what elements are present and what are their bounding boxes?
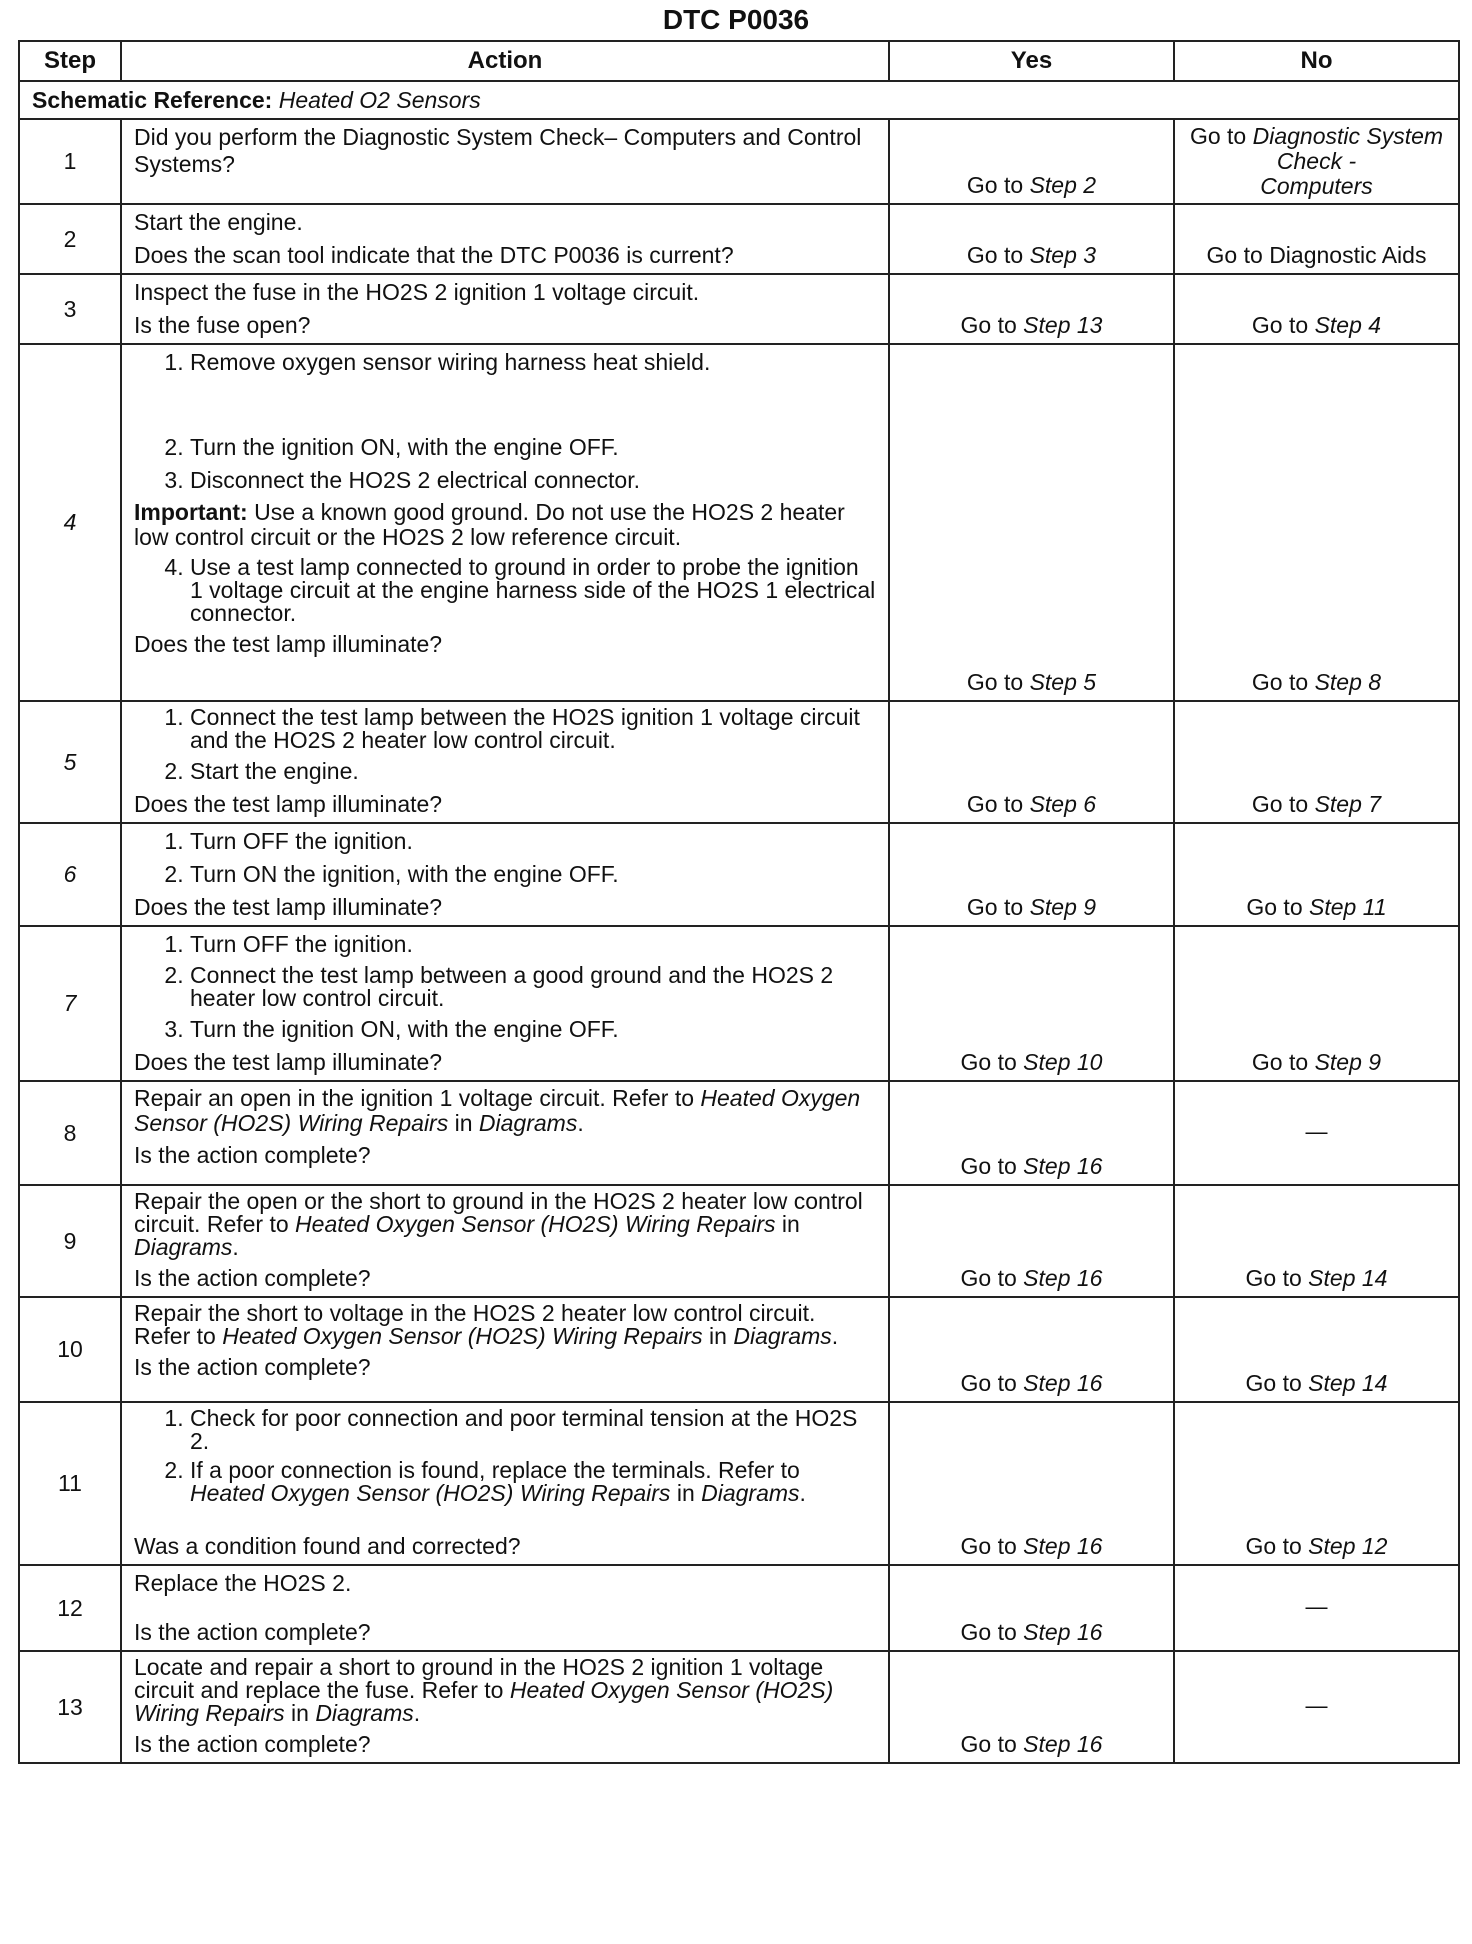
no-cell: Go to Step 7 xyxy=(1174,701,1459,823)
no-cell: Go to Step 4 xyxy=(1174,274,1459,344)
header-step: Step xyxy=(19,41,121,81)
action-item: 1. Connect the test lamp between the HO2S ignition 1 voltage circuit and the HO2S 2 heater low control circuit. xyxy=(190,706,876,752)
action-item: 3. Disconnect the HO2S 2 electrical connector. xyxy=(190,467,876,494)
wiring-repairs-link[interactable]: Heated Oxygen Sensor (HO2S) Wiring Repairs xyxy=(134,1677,834,1726)
action-item: 2. Start the engine. xyxy=(190,758,876,785)
yes-cell: Go to Step 16 xyxy=(889,1565,1174,1651)
table-row xyxy=(19,274,1459,344)
action-cell xyxy=(121,204,889,274)
step-ref-link[interactable]: Step 16 xyxy=(1023,1619,1103,1645)
header-no: No xyxy=(1174,41,1459,81)
action-question: Is the fuse open? xyxy=(134,312,311,338)
action-text: Start the engine. xyxy=(134,209,303,235)
header-row xyxy=(19,41,1459,81)
step-ref-link[interactable]: Step 16 xyxy=(1023,1731,1103,1757)
action-cell xyxy=(121,701,889,823)
table-row xyxy=(19,701,1459,823)
yes-cell: Go to Step 16 xyxy=(889,1185,1174,1297)
schematic-value: Heated O2 Sensors xyxy=(278,86,481,113)
diagnostic-table xyxy=(18,40,1460,1764)
action-cell xyxy=(121,1297,889,1402)
action-cell xyxy=(121,1081,889,1185)
step-ref-link[interactable]: Step 10 xyxy=(1023,1049,1103,1075)
step-number: 8 xyxy=(19,1081,121,1185)
wiring-repairs-link[interactable]: Heated Oxygen Sensor (HO2S) Wiring Repairs xyxy=(295,1211,776,1237)
diagrams-link[interactable]: Diagrams xyxy=(478,1110,578,1136)
step-number: 12 xyxy=(19,1565,121,1651)
yes-cell: Go to Step 13 xyxy=(889,274,1174,344)
action-item: 2. Turn the ignition ON, with the engine OFF. xyxy=(190,434,876,461)
action-text: Repair the short to voltage in the HO2S 2 heater low control circuit. Refer to Heated Oxygen Sensor (HO2S) Wiring Repairs in Diagrams. xyxy=(134,1300,839,1349)
schematic-reference-row xyxy=(19,81,1459,119)
step-ref-link[interactable]: Step 11 xyxy=(1309,894,1387,920)
step-ref-link[interactable]: Step 4 xyxy=(1314,312,1382,338)
action-cell xyxy=(121,926,889,1081)
diagrams-link[interactable]: Diagrams xyxy=(134,1234,233,1260)
step-ref-link[interactable]: Step 8 xyxy=(1314,669,1382,695)
table-row xyxy=(19,823,1459,926)
table-row xyxy=(19,344,1459,701)
go-to-label: Go to xyxy=(1189,123,1247,149)
action-question: Is the action complete? xyxy=(134,1265,371,1291)
step-ref-link[interactable]: Step 16 xyxy=(1023,1153,1103,1179)
step-number: 7 xyxy=(19,926,121,1081)
table-row xyxy=(19,1081,1459,1185)
schematic-label: Schematic Reference: xyxy=(32,86,273,113)
table-row xyxy=(19,926,1459,1081)
action-cell xyxy=(121,344,889,701)
action-cell xyxy=(121,1185,889,1297)
step-ref-link[interactable]: Step 12 xyxy=(1308,1533,1388,1559)
yes-cell: Go to Step 3 xyxy=(889,204,1174,274)
wiring-repairs-link[interactable]: Heated Oxygen Sensor (HO2S) Wiring Repairs xyxy=(190,1480,671,1506)
header-action: Action xyxy=(121,41,889,81)
action-text: Repair an open in the ignition 1 voltage circuit. Refer to Heated Oxygen Sensor (HO2S) Wiring Repairs in Diagrams. xyxy=(134,1085,861,1136)
table-row xyxy=(19,119,1459,204)
action-text: Inspect the fuse in the HO2S 2 ignition 1 voltage circuit. xyxy=(134,279,700,305)
action-item: 4. Use a test lamp connected to ground in order to probe the ignition 1 voltage circuit at the engine harness side of the HO2S 1 electrical connector. xyxy=(190,556,876,625)
no-cell: Go to Step 11 xyxy=(1174,823,1459,926)
no-cell xyxy=(1174,1081,1459,1185)
no-cell xyxy=(1174,119,1459,204)
action-question: Does the scan tool indicate that the DTC P0036 is current? xyxy=(134,242,734,268)
action-text: Locate and repair a short to ground in the HO2S 2 ignition 1 voltage circuit and replace the fuse. Refer to Heated Oxygen Sensor (HO2S) Wiring Repairs in Diagrams. xyxy=(134,1654,834,1726)
step-number: 11 xyxy=(19,1402,121,1565)
step-number: 9 xyxy=(19,1185,121,1297)
action-item: 1. Turn OFF the ignition. xyxy=(190,931,876,958)
action-cell xyxy=(121,274,889,344)
action-text: Repair the open or the short to ground in the HO2S 2 heater low control circuit. Refer to Heated Oxygen Sensor (HO2S) Wiring Repairs in Diagrams. xyxy=(134,1188,863,1260)
table-row xyxy=(19,1402,1459,1565)
diagrams-link[interactable]: Diagrams xyxy=(701,1480,800,1506)
step-ref-link[interactable]: Step 13 xyxy=(1023,312,1103,338)
step-ref-link[interactable]: Step 7 xyxy=(1314,791,1382,817)
action-question: Was a condition found and corrected? xyxy=(134,1533,521,1559)
step-number: 1 xyxy=(19,119,121,204)
action-question: Is the action complete? xyxy=(134,1142,371,1168)
schematic-reference xyxy=(19,81,1459,119)
yes-cell: Go to Step 6 xyxy=(889,701,1174,823)
action-question: Does the test lamp illuminate? xyxy=(134,631,443,657)
step-ref-link[interactable]: Step 16 xyxy=(1023,1370,1103,1396)
action-question: Is the action complete? xyxy=(134,1731,371,1757)
action-item: 3. Turn the ignition ON, with the engine OFF. xyxy=(190,1016,876,1043)
no-cell: Go to Step 12 xyxy=(1174,1402,1459,1565)
action-cell xyxy=(121,119,889,204)
step-number: 5 xyxy=(19,701,121,823)
important-note: Important: Use a known good ground. Do not use the HO2S 2 heater low control circuit or the HO2S 2 low reference circuit. xyxy=(134,499,845,550)
no-cell xyxy=(1174,204,1459,274)
action-item: 1. Remove oxygen sensor wiring harness heat shield. xyxy=(190,349,876,376)
step-number: 2 xyxy=(19,204,121,274)
action-text: Replace the HO2S 2. xyxy=(134,1570,352,1596)
step-ref-link[interactable]: Step 3 xyxy=(1029,242,1097,268)
step-ref-link[interactable]: Step 16 xyxy=(1023,1533,1103,1559)
table-row xyxy=(19,1185,1459,1297)
yes-cell xyxy=(889,119,1174,204)
action-question: Does the test lamp illuminate? xyxy=(134,894,443,920)
wiring-repairs-link[interactable]: Heated Oxygen Sensor (HO2S) Wiring Repairs xyxy=(134,1085,861,1136)
step-ref-link[interactable]: Step 16 xyxy=(1023,1265,1103,1291)
yes-cell: Go to Step 16 xyxy=(889,1402,1174,1565)
action-cell xyxy=(121,1402,889,1565)
step-ref-link[interactable]: Step 2 xyxy=(1029,172,1097,198)
action-text: Did you perform the Diagnostic System Check– Computers and Control Systems? xyxy=(134,124,862,177)
action-item: 1. Check for poor connection and poor terminal tension at the HO2S 2. xyxy=(190,1407,876,1453)
no-cell: Go to Step 14 xyxy=(1174,1185,1459,1297)
action-question: Is the action complete? xyxy=(134,1354,371,1380)
action-question: Does the test lamp illuminate? xyxy=(134,791,443,817)
yes-cell: Go to Step 9 xyxy=(889,823,1174,926)
action-item: 2. Connect the test lamp between a good ground and the HO2S 2 heater low control circuit. xyxy=(190,964,876,1010)
yes-cell: Go to Step 16 xyxy=(889,1081,1174,1185)
no-cell: Go to Step 9 xyxy=(1174,926,1459,1081)
action-question: Is the action complete? xyxy=(134,1619,371,1645)
diagrams-link[interactable]: Diagrams xyxy=(315,1700,414,1726)
table-row xyxy=(19,1297,1459,1402)
header-yes: Yes xyxy=(889,41,1174,81)
yes-cell: Go to Step 16 xyxy=(889,1297,1174,1402)
step-ref-link[interactable]: Step 5 xyxy=(1029,669,1097,695)
step-number: 3 xyxy=(19,274,121,344)
action-item: 1. Turn OFF the ignition. xyxy=(190,828,876,855)
go-to-label: Go to xyxy=(966,172,1024,198)
yes-cell: Go to Step 10 xyxy=(889,926,1174,1081)
yes-cell: Go to Step 5 xyxy=(889,344,1174,701)
yes-cell: Go to Step 16 xyxy=(889,1651,1174,1763)
step-ref-link[interactable]: Step 9 xyxy=(1029,894,1097,920)
step-ref-link[interactable]: Step 9 xyxy=(1314,1049,1382,1075)
table-row xyxy=(19,1651,1459,1763)
step-ref-link[interactable]: Step 6 xyxy=(1029,791,1097,817)
page-title: DTC P0036 xyxy=(662,4,810,35)
step-ref-link[interactable]: Step 14 xyxy=(1308,1370,1388,1396)
step-number: 13 xyxy=(19,1651,121,1763)
action-item: 2. Turn ON the ignition, with the engine OFF. xyxy=(190,861,876,888)
empty-dash: — xyxy=(1305,1593,1328,1619)
step-number: 4 xyxy=(19,344,121,701)
action-cell xyxy=(121,1565,889,1651)
action-item: 2. If a poor connection is found, replace the terminals. Refer to Heated Oxygen Sensor (HO2S) Wiring Repairs in Diagrams. xyxy=(190,1459,876,1505)
step-number: 6 xyxy=(19,823,121,926)
step-ref-link[interactable]: Step 14 xyxy=(1308,1265,1388,1291)
action-cell xyxy=(121,1651,889,1763)
no-cell xyxy=(1174,1565,1459,1651)
action-question: Does the test lamp illuminate? xyxy=(134,1049,443,1075)
diagnostic-aids-link[interactable]: Go to Diagnostic Aids xyxy=(1206,242,1427,268)
empty-dash: — xyxy=(1305,1118,1328,1144)
diagnostic-system-check-link[interactable]: Diagnostic System Check - Computers xyxy=(1252,123,1444,199)
no-cell: Go to Step 14 xyxy=(1174,1297,1459,1402)
diagrams-link[interactable]: Diagrams xyxy=(733,1323,832,1349)
wiring-repairs-link[interactable]: Heated Oxygen Sensor (HO2S) Wiring Repairs xyxy=(222,1323,703,1349)
no-cell xyxy=(1174,1651,1459,1763)
table-row xyxy=(19,204,1459,274)
no-cell: Go to Step 8 xyxy=(1174,344,1459,701)
action-cell xyxy=(121,823,889,926)
step-number: 10 xyxy=(19,1297,121,1402)
table-row xyxy=(19,1565,1459,1651)
empty-dash: — xyxy=(1305,1692,1328,1718)
